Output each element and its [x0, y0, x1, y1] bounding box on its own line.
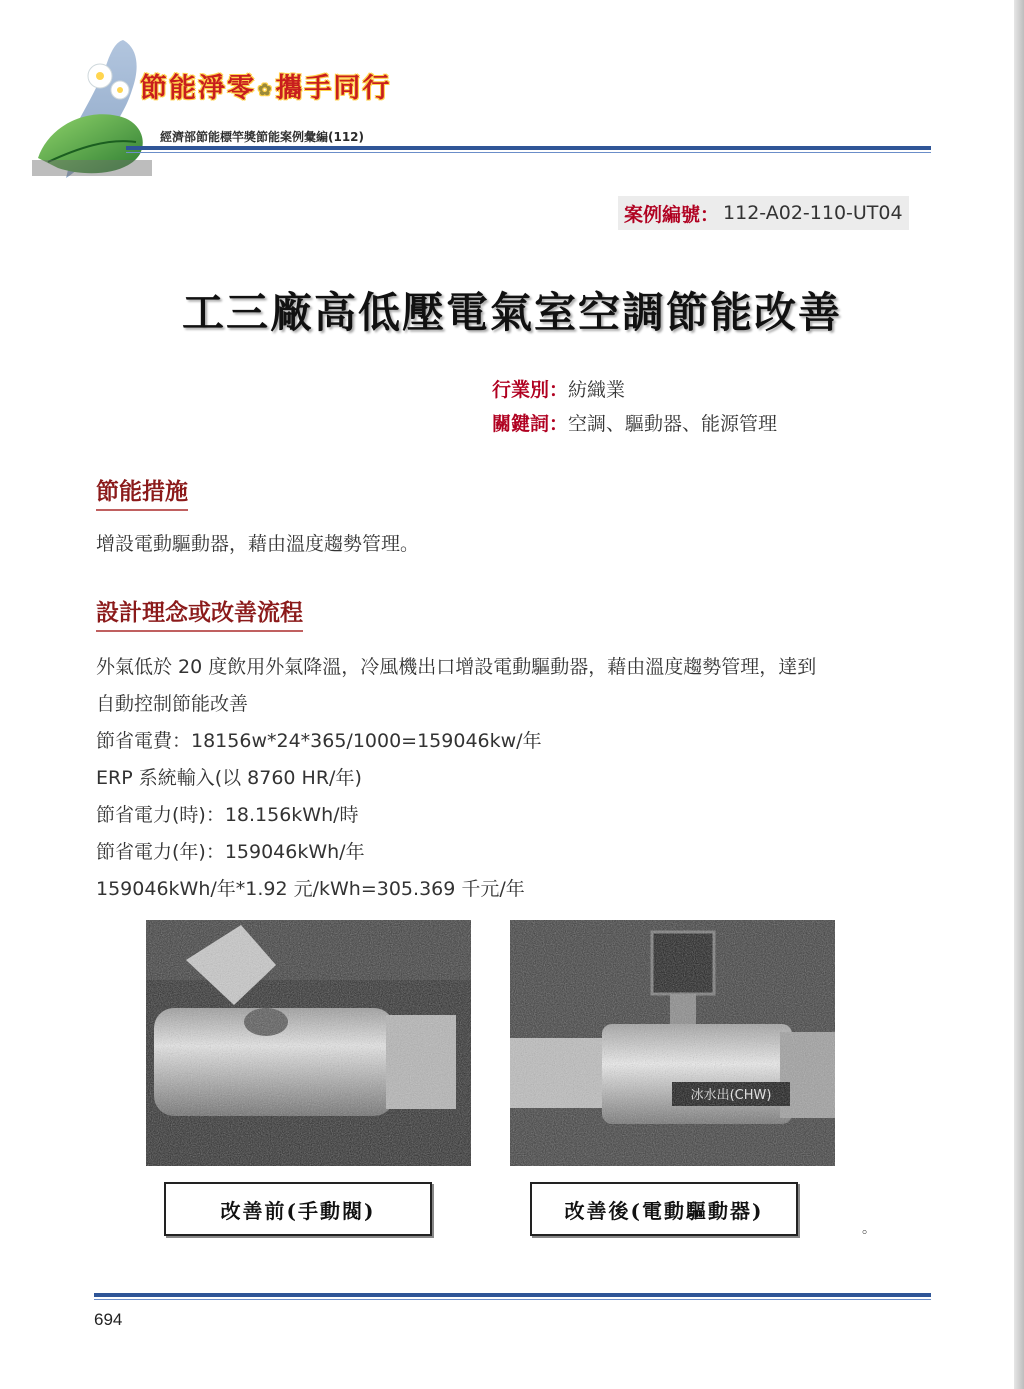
case-number-label: 案例編號: [624, 203, 701, 226]
design-line-5: 節省電力(時)：18.156kWh/時: [96, 804, 359, 826]
section-heading-design: 設計理念或改善流程: [96, 594, 303, 632]
photo-after-electric-actuator: [510, 920, 835, 1166]
design-line-6: 節省電力(年)：159046kWh/年: [96, 841, 365, 863]
caption-after: 改善後(電動驅動器): [530, 1182, 798, 1236]
header-slogan: [140, 66, 391, 105]
trailing-punctuation: 。: [862, 1221, 876, 1237]
industry-separator: ：: [549, 379, 569, 401]
slogan-left: 節能淨零: [140, 73, 256, 104]
keywords-label: 關鍵詞: [492, 413, 550, 435]
section-heading-measures: 節能措施: [96, 473, 188, 511]
keywords-separator: ：: [549, 413, 569, 435]
photo-before-manual-valve: [146, 920, 471, 1166]
footer-rule: [94, 1293, 931, 1297]
caption-before: 改善前(手動閥): [164, 1182, 432, 1236]
page-number: 694: [94, 1310, 123, 1329]
page-title: 工三廠高低壓電氣室空調節能改善: [181, 288, 842, 337]
header-subtitle: 經濟部節能標竿獎節能案例彙編(112): [160, 130, 365, 144]
industry-label: 行業別: [492, 379, 550, 401]
design-line-3: 節省電費：18156w*24*365/1000=159046kw/年: [96, 730, 542, 752]
industry-value: 紡織業: [568, 379, 626, 401]
header-rule: [126, 146, 931, 150]
header-rule-thin: [126, 152, 931, 153]
design-line-4: ERP 系統輸入(以 8760 HR/年): [96, 767, 362, 789]
keywords-value: 空調、驅動器、能源管理: [568, 413, 778, 435]
industry-row: [492, 375, 625, 402]
footer-rule-thin: [94, 1299, 931, 1300]
case-number-value: 112-A02-110-UT04: [723, 202, 903, 224]
slogan-right: 攜手同行: [275, 73, 392, 104]
flower-icon: ✿: [258, 80, 274, 99]
design-line-2: 自動控制節能改善: [96, 693, 249, 715]
taiwan-leaf-logo: [28, 38, 178, 188]
page-edge-shadow: [1014, 0, 1024, 1389]
design-line-1: 外氣低於 20 度飲用外氣降溫，冷風機出口增設電動驅動器，藉由溫度趨勢管理，達到: [96, 656, 817, 678]
keywords-row: [492, 409, 777, 436]
case-number: [618, 196, 909, 230]
case-number-separator: ：: [700, 203, 720, 226]
measures-text: 增設電動驅動器，藉由溫度趨勢管理。: [96, 533, 420, 555]
design-line-7: 159046kWh/年*1.92 元/kWh=305.369 千元/年: [96, 878, 525, 900]
